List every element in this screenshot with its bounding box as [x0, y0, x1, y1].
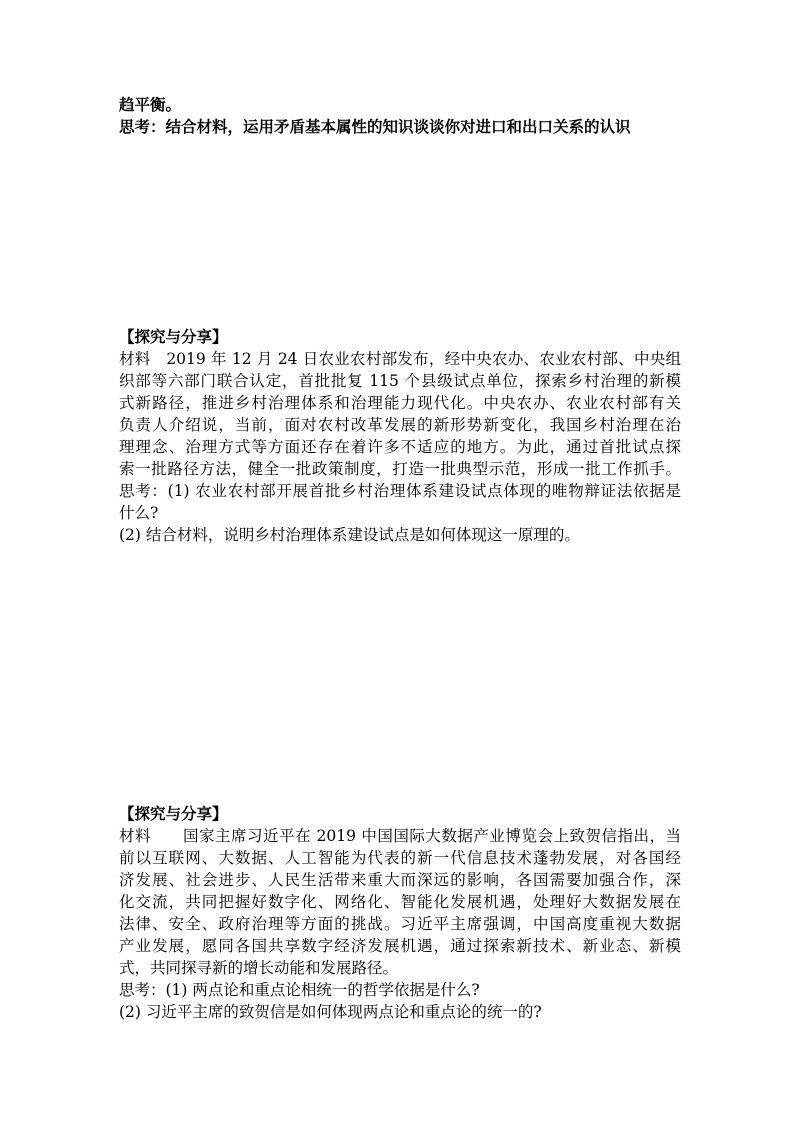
- section2-material-line: 式，共同探寻新的增长动能和发展路径。: [119, 959, 399, 977]
- intro-question: 思考：结合材料，运用矛盾基本属性的知识谈谈你对进口和出口关系的认识: [119, 117, 631, 136]
- intro-tail-text: 趋平衡。: [119, 95, 182, 114]
- section1-material-line: 式新路径，推进乡村治理体系和治理能力现代化。中央农办、农业农村部有关: [119, 394, 681, 412]
- section2-material-line: 材料 国家主席习近平在 2019 中国国际大数据产业博览会上致贺信指出，当: [119, 827, 681, 845]
- section1-question-line: 什么?: [119, 504, 159, 522]
- section1-material-line: 索一批路径方法，健全一批政策制度，打造一批典型示范，形成一批工作抓手。: [119, 460, 681, 478]
- section2-material-line: 法律、安全、政府治理等方面的挑战。习近平主席强调，中国高度重视大数据: [119, 915, 681, 933]
- section1-heading: 【探究与分享】: [119, 327, 228, 346]
- section1-material-line: 材料 2019 年 12 月 24 日农业农村部发布，经中央农办、农业农村部、中央组: [119, 350, 681, 368]
- section1-question-line: (2) 结合材料，说明乡村治理体系建设试点是如何体现这一原理的。: [119, 526, 580, 544]
- section1-question-line: 思考：(1) 农业农村部开展首批乡村治理体系建设试点体现的唯物辩证法依据是: [119, 482, 681, 500]
- section1-material-line: 织部等六部门联合认定，首批批复 115 个县级试点单位，探索乡村治理的新模: [119, 372, 681, 390]
- section2-material-line: 产业发展，愿同各国共享数字经济发展机遇，通过探索新技术、新业态、新模: [119, 937, 681, 955]
- section2-material-line: 前以互联网、大数据、人工智能为代表的新一代信息技术蓬勃发展，对各国经: [119, 849, 681, 867]
- section2-heading: 【探究与分享】: [119, 804, 228, 823]
- section2-question-line: (2) 习近平主席的致贺信是如何体现两点论和重点论的统一的?: [119, 1003, 542, 1021]
- section1-material-line: 理理念、治理方式等方面还存在着许多不适应的地方。为此，通过首批试点探: [119, 438, 681, 456]
- section2-question-line: 思考：(1) 两点论和重点论相统一的哲学依据是什么?: [119, 981, 480, 999]
- section1-material-line: 负责人介绍说，当前，面对农村改革发展的新形势新变化，我国乡村治理在治: [119, 416, 681, 434]
- section2-material-line: 济发展、社会进步、人民生活带来重大而深远的影响，各国需要加强合作，深: [119, 871, 681, 889]
- section2-material-line: 化交流，共同把握好数字化、网络化、智能化发展机遇，处理好大数据发展在: [119, 893, 681, 911]
